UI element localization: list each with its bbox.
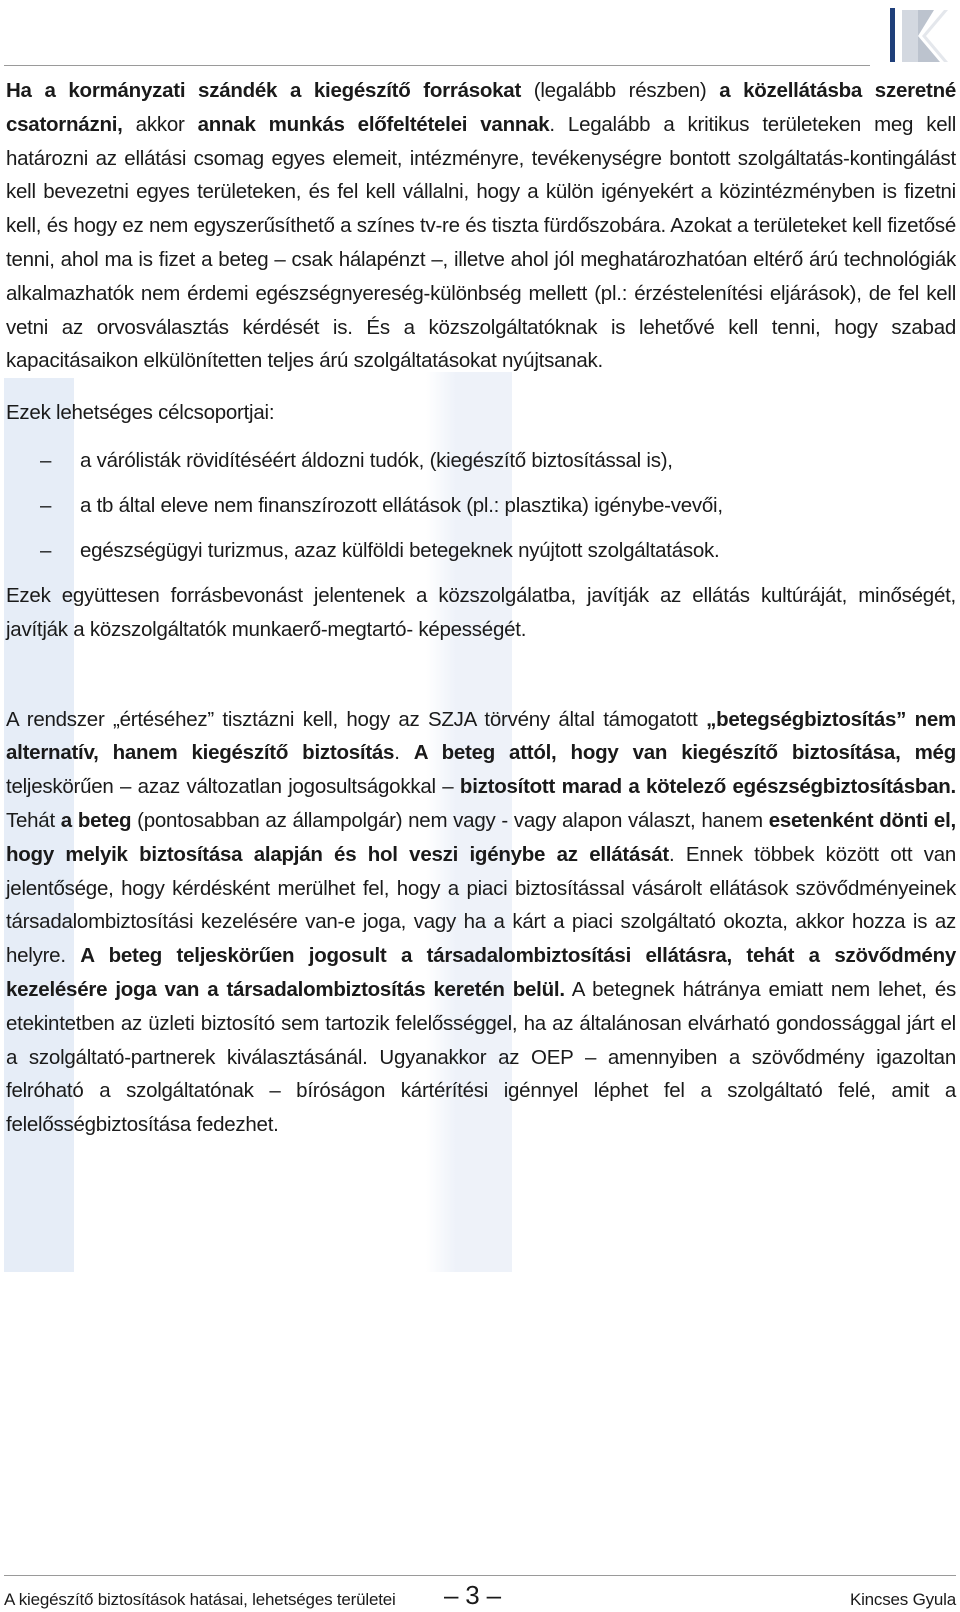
text-run: Tehát: [6, 808, 61, 832]
target-group-list: [6, 444, 956, 579]
text-run: . Legalább a kritikus területeken meg kell határozni az ellátási csomag egyes elemeit, intézményre, tevékenységre bontott szolgáltatás-kontingálást kell bevezetni egyes területeken, és fel kell vállalni, hogy a külön igényekért a közintézményben is fizetni kell, és hogy ez nem egyszerűsíthető a színes tv-re és tiszta fürdőszobára. Azokat a területeket kell fizetősé tenni, ahol ma is fizet a beteg – csak hálapénzt –, illetve ahol jól meghatározhatóan eltérő árú technológiák alkalmazhatók nem érdemi egészségnyereség-különbség mellett (pl.: érzéstelenítési eljárások), de fel kell vetni az orvosválasztás kérdését is. És a közszolgáltatóknak is lehetővé kell tenni, hogy szabad kapacitásaikon elkülönítetten teljes árú szolgáltatásokat nyújtsanak.: [6, 112, 957, 373]
list-item-text: a várólisták rövidítéséért áldozni tudók, (kiegészítő biztosítással is),: [80, 448, 673, 472]
text-run: teljeskörűen – azaz változatlan jogosultságokkal –: [6, 775, 460, 799]
list-dash: –: [40, 448, 52, 472]
paragraph-1: [6, 74, 956, 378]
paragraph-4: [6, 703, 956, 1142]
header-rule: [4, 65, 870, 66]
bold-text-run: „betegségbiztosítás” nem alternatív, hanem kiegészítő biztosítás: [6, 707, 956, 765]
list-item: [6, 534, 956, 579]
page-footer: [4, 1580, 956, 1612]
text-run: . Ennek többek között ott van jelentősége, hogy kérdésként merülhet fel, hogy a piaci biztosítással vásárolt ellátások szövődményeinek társadalombiztosítási kezelésére van-e joga, vagy ha a kárt a piaci szolgáltató okozta, akkor hozza is az helyre.: [6, 842, 956, 968]
list-item: [6, 444, 956, 489]
footer-document-title: A kiegészítő biztosítások hatásai, lehetséges területei: [4, 1590, 396, 1609]
bold-text-run: A beteg attól, hogy van kiegészítő biztosítása, még: [413, 741, 956, 765]
text-run: akkor: [122, 112, 198, 136]
bold-text-run: Ha a kormányzati szándék a kiegészítő forrásokat: [6, 79, 522, 102]
bold-text-run: A beteg teljeskörűen jogosult a társadalombiztosítási ellátásra, tehát a szövődmény kezelésére joga van a társadalombiztosítás keretén belül.: [6, 944, 956, 1001]
bold-text-run: annak munkás előfeltételei vannak: [197, 112, 550, 136]
list-item-text: a tb által eleve nem finanszírozott ellátások (pl.: plasztika) igénybe-vevői,: [80, 493, 723, 517]
paragraph-3: Ezek együttesen forrásbevonást jelentenek a közszolgálatba, javítják az ellátás kultúráját, minőségét, javítják a közszolgáltatók munkaerő-megtartó- képességét.: [6, 583, 956, 641]
footer-author: Kincses Gyula: [849, 1590, 956, 1609]
bold-text-run: a beteg: [60, 808, 132, 832]
list-item: [6, 489, 956, 534]
text-run: .: [394, 741, 414, 765]
text-run: A rendszer „értéséhez” tisztázni kell, hogy az SZJA törvény által támogatott: [6, 707, 707, 731]
text-run: (pontosabban az állampolgár) nem vagy - vagy alapon választ, hanem: [131, 808, 769, 832]
bold-text-run: a közellátásba szeretné csatornázni,: [6, 79, 956, 136]
footer-rule: [4, 1575, 956, 1576]
bold-text-run: biztosított marad a kötelező egészségbiztosításban.: [459, 775, 956, 799]
text-run: (legalább részben): [521, 79, 720, 102]
publisher-logo-icon: [888, 6, 952, 64]
list-item-text: egészségügyi turizmus, azaz külföldi betegeknek nyújtott szolgáltatások.: [80, 538, 720, 562]
list-dash: –: [40, 493, 52, 517]
document-body: [6, 68, 956, 1142]
footer-page-number: – 3 –: [444, 1580, 501, 1610]
bold-text-run: esetenként dönti el, hogy melyik biztosítása alapján és hol veszi igénybe az ellátását: [6, 808, 956, 866]
paragraph-target-groups-intro: Ezek lehetséges célcsoportjai:: [6, 401, 275, 425]
list-dash: –: [40, 538, 52, 562]
text-run: A betegnek hátránya emiatt nem lehet, és etekintetben az üzleti biztosító sem tartozik felelősséggel, ha az általánosan elvárható gondossággal járt el a szolgáltató-partnerek kiválasztásánál. Ugyanakkor az OEP – amennyiben a szövődmény igazoltan felróható a szolgáltatónak – bíróságon kártérítési igénnyel léphet fel a szolgáltató felé, amit a felelősségbiztosítása fedezhet.: [6, 977, 956, 1137]
